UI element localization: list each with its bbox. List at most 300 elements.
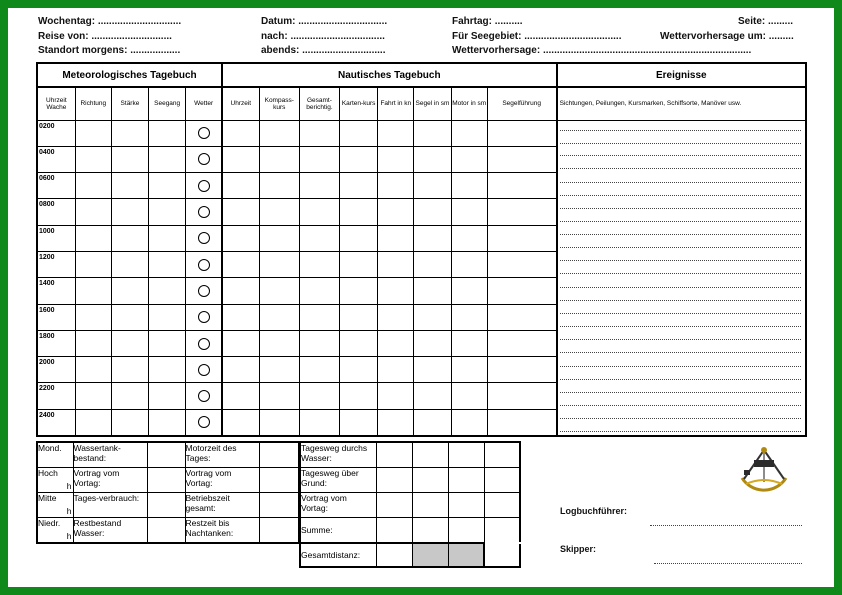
label-restbestand: Restbestand Wasser: [73, 517, 147, 543]
log-cell[interactable] [378, 225, 414, 251]
log-cell[interactable] [37, 278, 75, 304]
notes-line[interactable] [560, 143, 801, 144]
log-cell[interactable] [149, 199, 186, 225]
time-label: 2400 [39, 411, 55, 419]
log-cell[interactable] [487, 304, 556, 330]
log-cell[interactable] [222, 278, 259, 304]
input-d3a[interactable] [376, 492, 412, 517]
col-gesamt: Gesamt-berichtig. [299, 87, 339, 120]
log-cell[interactable] [222, 225, 259, 251]
time-label: 1400 [39, 280, 55, 288]
table-row [37, 383, 806, 409]
input-d1b[interactable] [412, 442, 448, 467]
label-betriebszeit: Betriebszeit gesamt: [185, 492, 259, 517]
log-cell[interactable] [340, 146, 378, 172]
log-cell[interactable] [37, 304, 75, 330]
log-cell[interactable] [557, 251, 806, 277]
table-row [37, 330, 806, 356]
line-logbuchfuehrer[interactable] [650, 525, 802, 526]
section-meteo: Meteorologisches Tagebuch [37, 63, 222, 87]
notes-line[interactable] [560, 352, 801, 353]
weather-circle-icon[interactable] [198, 232, 210, 244]
notes-line[interactable] [560, 208, 801, 209]
log-cell[interactable] [451, 251, 487, 277]
log-cell[interactable] [259, 304, 299, 330]
log-cell[interactable] [75, 304, 111, 330]
log-cell[interactable] [149, 409, 186, 435]
bottom-table [36, 441, 300, 544]
log-cell[interactable] [299, 357, 339, 383]
log-cell[interactable] [451, 357, 487, 383]
field-standort[interactable]: Standort morgens: .................. [38, 45, 181, 56]
log-cell[interactable] [299, 173, 339, 199]
log-cell[interactable] [414, 146, 451, 172]
log-cell[interactable] [414, 383, 451, 409]
log-cell[interactable] [186, 173, 222, 199]
field-reise-von[interactable]: Reise von: ............................. [38, 31, 172, 42]
log-cell[interactable] [557, 146, 806, 172]
log-cell[interactable] [451, 146, 487, 172]
notes-line[interactable] [560, 247, 801, 248]
log-cell[interactable] [299, 330, 339, 356]
empty-cell [484, 543, 520, 567]
log-cell[interactable] [557, 199, 806, 225]
log-cell[interactable] [487, 357, 556, 383]
log-cell[interactable] [487, 199, 556, 225]
log-cell[interactable] [451, 383, 487, 409]
log-cell[interactable] [259, 199, 299, 225]
notes-line[interactable] [560, 392, 801, 393]
log-cell[interactable] [340, 357, 378, 383]
log-cell[interactable] [414, 251, 451, 277]
log-cell[interactable] [111, 225, 148, 251]
log-cell[interactable] [186, 225, 222, 251]
log-cell[interactable] [378, 251, 414, 277]
main-log-table [36, 62, 807, 437]
log-cell[interactable] [487, 173, 556, 199]
unit-niedr: h [66, 531, 72, 541]
input-d4b[interactable] [412, 517, 448, 543]
log-cell[interactable] [75, 409, 111, 435]
label-hoch [37, 467, 73, 492]
notes-line[interactable] [560, 405, 801, 406]
log-cell[interactable] [259, 383, 299, 409]
log-cell[interactable] [340, 120, 378, 146]
log-cell[interactable] [75, 383, 111, 409]
weather-circle-icon[interactable] [198, 206, 210, 218]
log-cell[interactable] [111, 173, 148, 199]
log-cell[interactable] [259, 173, 299, 199]
log-cell[interactable] [451, 225, 487, 251]
log-cell[interactable] [186, 383, 222, 409]
input-d2a[interactable] [376, 467, 412, 492]
log-cell[interactable] [299, 278, 339, 304]
log-cell[interactable] [487, 146, 556, 172]
log-cell[interactable] [299, 120, 339, 146]
log-cell[interactable] [222, 251, 259, 277]
log-cell[interactable] [259, 278, 299, 304]
log-cell[interactable] [75, 251, 111, 277]
notes-line[interactable] [560, 234, 801, 235]
notes-line[interactable] [560, 313, 801, 314]
log-cell[interactable] [149, 383, 186, 409]
field-abends[interactable]: abends: .............................. [261, 45, 386, 56]
log-cell[interactable] [75, 120, 111, 146]
log-cell[interactable] [186, 146, 222, 172]
log-cell[interactable] [340, 330, 378, 356]
log-cell[interactable] [186, 330, 222, 356]
log-cell[interactable] [259, 409, 299, 435]
line-skipper[interactable] [654, 563, 802, 564]
notes-line[interactable] [560, 431, 801, 432]
weather-circle-icon[interactable] [198, 390, 210, 402]
notes-line[interactable] [560, 418, 801, 419]
log-cell[interactable] [222, 199, 259, 225]
log-cell[interactable] [414, 173, 451, 199]
log-cell[interactable] [487, 409, 556, 435]
log-cell[interactable] [557, 330, 806, 356]
log-cell[interactable] [299, 251, 339, 277]
col-sichtungen: Sichtungen, Peilungen, Kursmarken, Schiffsorte, Manöver usw. [557, 87, 806, 120]
log-cell[interactable] [149, 173, 186, 199]
notes-line[interactable] [560, 273, 801, 274]
input-d4a[interactable] [376, 517, 412, 543]
log-cell[interactable] [75, 199, 111, 225]
weather-circle-icon[interactable] [198, 285, 210, 297]
log-cell[interactable] [378, 357, 414, 383]
log-cell[interactable] [299, 146, 339, 172]
log-cell[interactable] [222, 383, 259, 409]
log-cell[interactable] [75, 225, 111, 251]
label-gesamtdistanz: Gesamtdistanz: [300, 543, 376, 567]
input-vortrag-motor[interactable] [259, 467, 299, 492]
field-wettervorhersage-um[interactable]: Wettervorhersage um: ......... [660, 31, 794, 42]
notes-line[interactable] [560, 195, 801, 196]
input-d2b[interactable] [412, 467, 448, 492]
notes-line[interactable] [560, 182, 801, 183]
label-tagesweg-grund: Tagesweg über Grund: [300, 467, 376, 492]
log-cell[interactable] [222, 120, 259, 146]
notes-line[interactable] [560, 155, 801, 156]
notes-line[interactable] [560, 366, 801, 367]
shaded-cell-2 [448, 543, 484, 567]
section-naut: Nautisches Tagebuch [222, 63, 557, 87]
label-vortrag-distanz: Vortrag vom Vortag: [300, 492, 376, 517]
log-cell[interactable] [299, 225, 339, 251]
log-cell[interactable] [111, 251, 148, 277]
time-label: 0800 [39, 201, 55, 209]
log-cell[interactable] [557, 304, 806, 330]
log-cell[interactable] [37, 409, 75, 435]
log-cell[interactable] [259, 251, 299, 277]
log-cell[interactable] [37, 251, 75, 277]
col-uhrzeit: Uhrzeit [222, 87, 259, 120]
col-kartenkurs: Karten-kurs [340, 87, 378, 120]
input-d3d[interactable] [484, 492, 520, 517]
field-wettervorhersage[interactable]: Wettervorhersage: ........................................................................... [452, 45, 752, 56]
input-wassertank[interactable] [147, 442, 185, 467]
col-wetter: Wetter [186, 87, 222, 120]
field-seegebiet[interactable]: Für Seegebiet: ................................... [452, 31, 622, 42]
table-row [37, 146, 806, 172]
weather-circle-icon[interactable] [198, 153, 210, 165]
log-cell[interactable] [451, 173, 487, 199]
field-datum[interactable]: Datum: ................................ [261, 16, 388, 27]
text-mitte: Mitte [38, 492, 57, 503]
table-row [37, 199, 806, 225]
label-summe: Summe: [300, 517, 376, 543]
weather-circle-icon[interactable] [198, 180, 210, 192]
log-cell[interactable] [111, 146, 148, 172]
input-restzeit[interactable] [259, 517, 299, 543]
log-cell[interactable] [487, 330, 556, 356]
section-ereignisse: Ereignisse [557, 63, 806, 87]
log-cell[interactable] [186, 251, 222, 277]
log-cell[interactable] [37, 383, 75, 409]
log-cell[interactable] [414, 409, 451, 435]
log-cell[interactable] [451, 409, 487, 435]
log-cell[interactable] [37, 120, 75, 146]
log-cell[interactable] [487, 278, 556, 304]
log-cell[interactable] [487, 225, 556, 251]
log-cell[interactable] [259, 357, 299, 383]
log-cell[interactable] [222, 409, 259, 435]
col-fahrt: Fahrt in kn [378, 87, 414, 120]
label-mitte [37, 492, 73, 517]
log-cell[interactable] [259, 120, 299, 146]
label-tagesverbrauch: Tages-verbrauch: [73, 492, 147, 517]
log-cell[interactable] [299, 383, 339, 409]
log-cell[interactable] [414, 278, 451, 304]
log-cell[interactable] [111, 199, 148, 225]
weather-circle-icon[interactable] [198, 311, 210, 323]
label-mond: Mond. [37, 442, 73, 467]
table-row [37, 173, 806, 199]
log-cell[interactable] [149, 251, 186, 277]
log-cell[interactable] [414, 199, 451, 225]
log-cell[interactable] [378, 278, 414, 304]
input-d2d[interactable] [484, 467, 520, 492]
field-fahrtag[interactable]: Fahrtag: .......... [452, 16, 523, 27]
log-cell[interactable] [37, 225, 75, 251]
log-cell[interactable] [378, 199, 414, 225]
log-cell[interactable] [111, 278, 148, 304]
field-seite[interactable]: Seite: ......... [738, 16, 794, 27]
log-cell[interactable] [222, 173, 259, 199]
log-cell[interactable] [259, 330, 299, 356]
notes-line[interactable] [560, 287, 801, 288]
log-cell[interactable] [299, 304, 339, 330]
log-cell[interactable] [149, 146, 186, 172]
log-cell[interactable] [451, 199, 487, 225]
log-cell[interactable] [186, 357, 222, 383]
log-cell[interactable] [149, 120, 186, 146]
log-cell[interactable] [557, 278, 806, 304]
input-d3c[interactable] [448, 492, 484, 517]
log-cell[interactable] [186, 120, 222, 146]
log-cell[interactable] [149, 330, 186, 356]
log-cell[interactable] [557, 409, 806, 435]
log-cell[interactable] [149, 278, 186, 304]
log-cell[interactable] [378, 409, 414, 435]
log-cell[interactable] [340, 225, 378, 251]
log-cell[interactable] [451, 330, 487, 356]
weather-circle-icon[interactable] [198, 364, 210, 376]
log-cell[interactable] [487, 120, 556, 146]
input-gesamtdistanz[interactable] [376, 543, 412, 567]
log-cell[interactable] [111, 330, 148, 356]
log-cell[interactable] [111, 120, 148, 146]
log-cell[interactable] [378, 173, 414, 199]
log-cell[interactable] [414, 330, 451, 356]
log-cell[interactable] [149, 225, 186, 251]
input-restbestand[interactable] [147, 517, 185, 543]
log-cell[interactable] [378, 330, 414, 356]
log-cell[interactable] [186, 304, 222, 330]
log-cell[interactable] [75, 278, 111, 304]
time-label: 2000 [39, 359, 55, 367]
input-d4d[interactable] [484, 517, 520, 543]
label-wassertank: Wassertank-bestand: [73, 442, 147, 467]
log-cell[interactable] [557, 357, 806, 383]
log-cell[interactable] [378, 146, 414, 172]
input-betriebszeit[interactable] [259, 492, 299, 517]
input-d3b[interactable] [412, 492, 448, 517]
weather-circle-icon[interactable] [198, 338, 210, 350]
log-cell[interactable] [557, 225, 806, 251]
label-motorzeit: Motorzeit des Tages: [185, 442, 259, 467]
log-cell[interactable] [378, 120, 414, 146]
log-cell[interactable] [186, 409, 222, 435]
log-cell[interactable] [557, 173, 806, 199]
log-cell[interactable] [186, 199, 222, 225]
input-d1a[interactable] [376, 442, 412, 467]
label-logbuchfuehrer: Logbuchführer: [560, 506, 627, 516]
time-label: 2200 [39, 385, 55, 393]
log-cell[interactable] [37, 173, 75, 199]
table-row [37, 409, 806, 435]
input-d1c[interactable] [448, 442, 484, 467]
weather-circle-icon[interactable] [198, 416, 210, 428]
log-cell[interactable] [340, 409, 378, 435]
log-cell[interactable] [414, 304, 451, 330]
log-cell[interactable] [487, 383, 556, 409]
notes-line[interactable] [560, 326, 801, 327]
table-row [37, 357, 806, 383]
log-cell[interactable] [340, 304, 378, 330]
input-motorzeit[interactable] [259, 442, 299, 467]
log-cell[interactable] [75, 173, 111, 199]
log-cell[interactable] [340, 199, 378, 225]
log-cell[interactable] [451, 304, 487, 330]
log-cell[interactable] [111, 304, 148, 330]
time-label: 1600 [39, 306, 55, 314]
log-cell[interactable] [186, 278, 222, 304]
log-cell[interactable] [340, 383, 378, 409]
table-row [37, 251, 806, 277]
unit-mitte: h [66, 505, 72, 516]
col-richtung: Richtung [75, 87, 111, 120]
log-cell[interactable] [37, 330, 75, 356]
log-cell[interactable] [557, 383, 806, 409]
notes-line[interactable] [560, 221, 801, 222]
col-segelfuehrung: Segelführung [487, 87, 556, 120]
notes-line[interactable] [560, 339, 801, 340]
col-staerke: Stärke [111, 87, 148, 120]
table-row [37, 225, 806, 251]
log-cell[interactable] [259, 146, 299, 172]
log-cell[interactable] [75, 146, 111, 172]
input-tagesverbrauch[interactable] [147, 492, 185, 517]
table-row [37, 120, 806, 146]
log-cell[interactable] [340, 173, 378, 199]
input-d4c[interactable] [448, 517, 484, 543]
log-cell[interactable] [111, 383, 148, 409]
log-cell[interactable] [222, 304, 259, 330]
log-cell[interactable] [37, 357, 75, 383]
weather-circle-icon[interactable] [198, 259, 210, 271]
log-cell[interactable] [299, 199, 339, 225]
notes-line[interactable] [560, 130, 801, 131]
log-cell[interactable] [37, 146, 75, 172]
log-cell[interactable] [378, 383, 414, 409]
log-cell[interactable] [222, 357, 259, 383]
notes-line[interactable] [560, 379, 801, 380]
log-cell[interactable] [149, 304, 186, 330]
log-cell[interactable] [378, 304, 414, 330]
input-vortrag-wasser[interactable] [147, 467, 185, 492]
notes-line[interactable] [560, 300, 801, 301]
time-label: 1200 [39, 253, 55, 261]
log-cell[interactable] [111, 357, 148, 383]
table-row [37, 278, 806, 304]
log-cell[interactable] [111, 409, 148, 435]
log-cell[interactable] [340, 251, 378, 277]
log-cell[interactable] [451, 278, 487, 304]
log-cell[interactable] [557, 120, 806, 146]
col-motor: Motor in sm [451, 87, 487, 120]
log-cell[interactable] [414, 120, 451, 146]
log-cell[interactable] [222, 146, 259, 172]
log-cell[interactable] [149, 357, 186, 383]
log-cell[interactable] [37, 199, 75, 225]
log-cell[interactable] [451, 120, 487, 146]
log-cell[interactable] [414, 225, 451, 251]
log-cell[interactable] [222, 330, 259, 356]
col-seegang: Seegang [149, 87, 186, 120]
input-d1d[interactable] [484, 442, 520, 467]
input-d2c[interactable] [448, 467, 484, 492]
log-cell[interactable] [487, 251, 556, 277]
log-cell[interactable] [75, 330, 111, 356]
log-cell[interactable] [340, 278, 378, 304]
shaded-cell-1 [412, 543, 448, 567]
notes-line[interactable] [560, 168, 801, 169]
log-cell[interactable] [299, 409, 339, 435]
notes-line[interactable] [560, 260, 801, 261]
distance-table [299, 441, 521, 568]
text-niedr: Niedr. [38, 517, 61, 528]
label-niedr [37, 517, 73, 543]
time-label: 0600 [39, 175, 55, 183]
field-wochentag[interactable]: Wochentag: .............................. [38, 16, 182, 27]
log-cell[interactable] [259, 225, 299, 251]
log-cell[interactable] [75, 357, 111, 383]
field-nach[interactable]: nach: .................................. [261, 31, 385, 42]
log-cell[interactable] [414, 357, 451, 383]
weather-circle-icon[interactable] [198, 127, 210, 139]
text-hoch: Hoch [38, 467, 58, 478]
